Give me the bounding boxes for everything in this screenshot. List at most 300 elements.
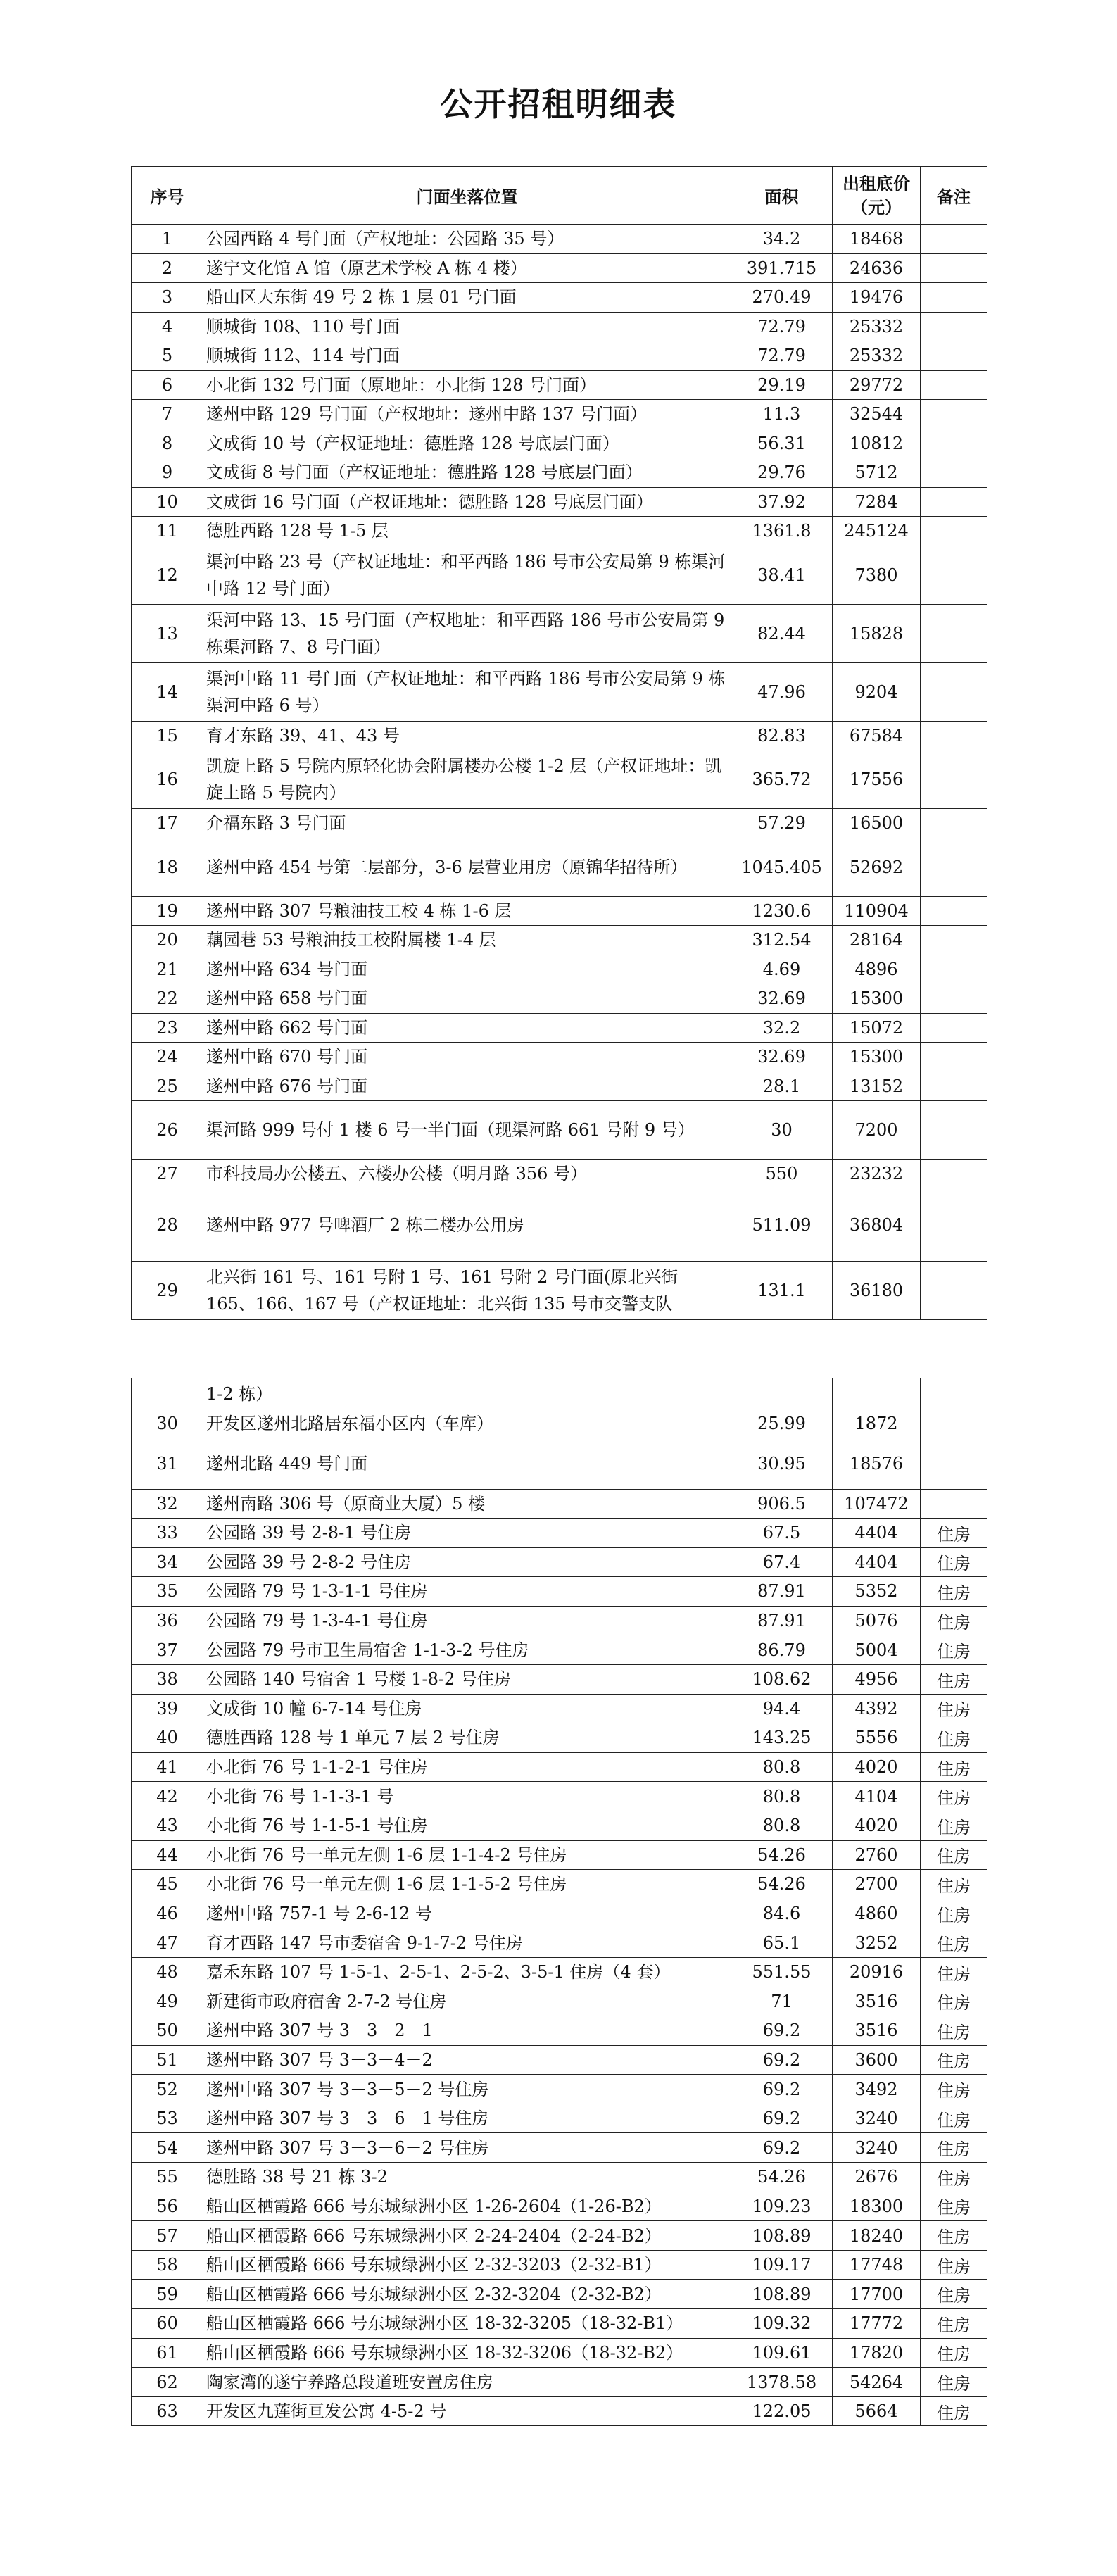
- row-price: 67584: [833, 721, 921, 750]
- row-area: 1361.8: [731, 517, 833, 546]
- table-row: [132, 1188, 987, 1262]
- row-note: 住房: [921, 1635, 987, 1665]
- table-row: [132, 1752, 987, 1782]
- row-price: 2700: [833, 1870, 921, 1899]
- row-number: 10: [132, 487, 203, 517]
- row-location: 新建街市政府宿舍 2-7-2 号住房: [203, 1987, 731, 2016]
- row-area: 56.31: [731, 429, 833, 458]
- row-number: 53: [132, 2104, 203, 2133]
- row-price: 4404: [833, 1519, 921, 1548]
- row-area: 37.92: [731, 487, 833, 517]
- table-row: [132, 604, 987, 662]
- row-area: 34.2: [731, 225, 833, 254]
- row-number: 2: [132, 253, 203, 283]
- row-number: 11: [132, 517, 203, 546]
- row-note: 住房: [921, 1606, 987, 1635]
- row-note: [921, 1490, 987, 1519]
- row-note: 住房: [921, 1840, 987, 1870]
- table-row: [132, 458, 987, 488]
- row-number: 60: [132, 2309, 203, 2339]
- row-number: 62: [132, 2368, 203, 2397]
- row-number: 23: [132, 1013, 203, 1043]
- row-number: 14: [132, 662, 203, 721]
- row-number: 59: [132, 2280, 203, 2309]
- row-note: 住房: [921, 1664, 987, 1694]
- row-number: 58: [132, 2250, 203, 2280]
- row-note: [921, 1188, 987, 1262]
- table-row: [132, 2338, 987, 2368]
- row-area: 32.69: [731, 984, 833, 1014]
- row-note: 住房: [921, 2045, 987, 2075]
- row-note: [921, 312, 987, 341]
- row-area: 25.99: [731, 1409, 833, 1438]
- row-note: [921, 1013, 987, 1043]
- row-location: 遂州中路 307 号粮油技工校 4 栋 1-6 层: [203, 896, 731, 926]
- row-number: 40: [132, 1723, 203, 1753]
- table-row: [132, 1928, 987, 1958]
- row-price: 20916: [833, 1957, 921, 1987]
- row-price: 36804: [833, 1188, 921, 1262]
- row-number: 46: [132, 1899, 203, 1928]
- row-note: [921, 1101, 987, 1160]
- row-area: 82.83: [731, 721, 833, 750]
- row-area: 29.76: [731, 458, 833, 488]
- row-location: 小北街 76 号 1-1-5-1 号住房: [203, 1811, 731, 1840]
- row-area: 122.05: [731, 2396, 833, 2426]
- row-area: 69.2: [731, 2133, 833, 2163]
- page-title: 公开招租明细表: [440, 85, 677, 123]
- table-row: [132, 253, 987, 283]
- row-location: 遂州中路 307 号 3－3－5－2 号住房: [203, 2075, 731, 2104]
- row-price: 28164: [833, 926, 921, 955]
- row-area: 84.6: [731, 1899, 833, 1928]
- row-area: 82.44: [731, 604, 833, 662]
- row-note: 住房: [921, 1870, 987, 1899]
- row-area: 54.26: [731, 1840, 833, 1870]
- row-number: 31: [132, 1438, 203, 1490]
- table-row: [132, 341, 987, 371]
- row-price: 5352: [833, 1577, 921, 1607]
- row-location: 公园路 140 号宿舍 1 号楼 1-8-2 号住房: [203, 1664, 731, 1694]
- row-number: 29: [132, 1262, 203, 1320]
- row-number: 35: [132, 1577, 203, 1607]
- row-price: 3252: [833, 1928, 921, 1958]
- table-row: [132, 1409, 987, 1438]
- row-location: 遂州中路 977 号啤酒厂 2 栋二楼办公用房: [203, 1188, 731, 1262]
- row-location: 文成街 10 号（产权证地址：德胜路 128 号底层门面）: [203, 429, 731, 458]
- row-area: 72.79: [731, 341, 833, 371]
- row-number: 16: [132, 750, 203, 809]
- table-row: [132, 429, 987, 458]
- table-row: [132, 1840, 987, 1870]
- table-row: [132, 896, 987, 926]
- table-row: [132, 1490, 987, 1519]
- table-row: [132, 1160, 987, 1188]
- row-number: 26: [132, 1101, 203, 1160]
- row-number: 54: [132, 2133, 203, 2163]
- row-price: 24636: [833, 253, 921, 283]
- table-row: [132, 2250, 987, 2280]
- row-note: [921, 370, 987, 400]
- row-area: 54.26: [731, 1870, 833, 1899]
- row-number: 21: [132, 955, 203, 984]
- row-location: 遂州南路 306 号（原商业大厦）5 楼: [203, 1490, 731, 1519]
- row-location: 船山区栖霞路 666 号东城绿洲小区 2-32-3203（2-32-B1）: [203, 2250, 731, 2280]
- row-number: 13: [132, 604, 203, 662]
- row-number: 41: [132, 1752, 203, 1782]
- row-price: 9204: [833, 662, 921, 721]
- row-note: [921, 1160, 987, 1188]
- table-row: [132, 1547, 987, 1577]
- row-area: 30: [731, 1101, 833, 1160]
- row-note: 住房: [921, 1928, 987, 1958]
- row-area: 365.72: [731, 750, 833, 809]
- row-note: [921, 517, 987, 546]
- row-location: 公园路 79 号 1-3-1-1 号住房: [203, 1577, 731, 1607]
- table-row: [132, 1664, 987, 1694]
- table-row: [132, 1101, 987, 1160]
- row-note: [921, 546, 987, 604]
- row-number: 25: [132, 1072, 203, 1101]
- table-row: [132, 1782, 987, 1811]
- row-number: 7: [132, 400, 203, 429]
- table-header-row: [132, 167, 987, 225]
- row-number: 38: [132, 1664, 203, 1694]
- table-row: [132, 2075, 987, 2104]
- table-row: [132, 1635, 987, 1665]
- row-note: [921, 458, 987, 488]
- row-note: [921, 838, 987, 896]
- row-price: 25332: [833, 341, 921, 371]
- row-number: 20: [132, 926, 203, 955]
- row-price: 7380: [833, 546, 921, 604]
- row-location: 德胜西路 128 号 1-5 层: [203, 517, 731, 546]
- row-location: 育才东路 39、41、43 号: [203, 721, 731, 750]
- row-area: 30.95: [731, 1438, 833, 1490]
- row-location: 顺城街 112、114 号门面: [203, 341, 731, 371]
- row-location: 遂州北路 449 号门面: [203, 1438, 731, 1490]
- row-note: 住房: [921, 2104, 987, 2133]
- row-area: 551.55: [731, 1957, 833, 1987]
- row-number: 17: [132, 809, 203, 838]
- row-note: [921, 926, 987, 955]
- row-location: 遂宁文化馆 A 馆（原艺术学校 A 栋 4 楼）: [203, 253, 731, 283]
- row-area: 109.32: [731, 2309, 833, 2339]
- row-note: 住房: [921, 2163, 987, 2192]
- row-location: 公园路 39 号 2-8-1 号住房: [203, 1519, 731, 1548]
- row-location: 船山区栖霞路 666 号东城绿洲小区 2-24-2404（2-24-B2）: [203, 2221, 731, 2251]
- table-row: [132, 1957, 987, 1987]
- table-row: [132, 487, 987, 517]
- row-price: [833, 1378, 921, 1409]
- row-price: 3492: [833, 2075, 921, 2104]
- row-number: [132, 1378, 203, 1409]
- row-note: 住房: [921, 1723, 987, 1753]
- row-location: 渠河中路 23 号（产权证地址：和平西路 186 号市公安局第 9 栋渠河中路 12 号门面）: [203, 546, 731, 604]
- row-location: 公园路 79 号 1-3-4-1 号住房: [203, 1606, 731, 1635]
- row-location: 遂州中路 757-1 号 2-6-12 号: [203, 1899, 731, 1928]
- row-area: 108.89: [731, 2280, 833, 2309]
- table-row: [132, 312, 987, 341]
- row-location: 市科技局办公楼五、六楼办公楼（明月路 356 号）: [203, 1160, 731, 1188]
- row-location: 船山区栖霞路 666 号东城绿洲小区 18-32-3205（18-32-B1）: [203, 2309, 731, 2339]
- table-row: [132, 1072, 987, 1101]
- row-price: 15828: [833, 604, 921, 662]
- row-note: 住房: [921, 1694, 987, 1723]
- rent-table-part-1: [131, 166, 987, 1320]
- row-price: 4104: [833, 1782, 921, 1811]
- table-row: [132, 370, 987, 400]
- row-number: 44: [132, 1840, 203, 1870]
- row-number: 48: [132, 1957, 203, 1987]
- row-location: 小北街 76 号一单元左侧 1-6 层 1-1-4-2 号住房: [203, 1840, 731, 1870]
- row-location: 公园路 79 号市卫生局宿舍 1-1-3-2 号住房: [203, 1635, 731, 1665]
- row-area: 38.41: [731, 546, 833, 604]
- row-note: [921, 1378, 987, 1409]
- row-note: 住房: [921, 2192, 987, 2221]
- row-location: 德胜西路 128 号 1 单元 7 层 2 号住房: [203, 1723, 731, 1753]
- row-area: 1045.405: [731, 838, 833, 896]
- header-price: [833, 167, 921, 225]
- row-location: 遂州中路 658 号门面: [203, 984, 731, 1014]
- row-number: 4: [132, 312, 203, 341]
- row-number: 6: [132, 370, 203, 400]
- row-area: 94.4: [731, 1694, 833, 1723]
- row-area: 65.1: [731, 1928, 833, 1958]
- row-location: 公园西路 4 号门面（产权地址：公园路 35 号）: [203, 225, 731, 254]
- row-area: 54.26: [731, 2163, 833, 2192]
- row-location: 小北街 76 号 1-1-3-1 号: [203, 1782, 731, 1811]
- row-number: 24: [132, 1043, 203, 1072]
- row-price: 15072: [833, 1013, 921, 1043]
- row-area: 69.2: [731, 2045, 833, 2075]
- row-number: 18: [132, 838, 203, 896]
- row-price: 5076: [833, 1606, 921, 1635]
- row-price: 3600: [833, 2045, 921, 2075]
- row-price: 4404: [833, 1547, 921, 1577]
- row-location: 遂州中路 662 号门面: [203, 1013, 731, 1043]
- row-location: 文成街 8 号门面（产权证地址：德胜路 128 号底层门面）: [203, 458, 731, 488]
- row-price: 32544: [833, 400, 921, 429]
- row-location: 遂州中路 670 号门面: [203, 1043, 731, 1072]
- row-area: 312.54: [731, 926, 833, 955]
- row-number: 55: [132, 2163, 203, 2192]
- table-row: [132, 546, 987, 604]
- row-note: 住房: [921, 1782, 987, 1811]
- table-row: [132, 984, 987, 1014]
- row-note: [921, 750, 987, 809]
- table-row: [132, 2221, 987, 2251]
- row-location: 船山区栖霞路 666 号东城绿洲小区 2-32-3204（2-32-B2）: [203, 2280, 731, 2309]
- row-price: 2760: [833, 1840, 921, 1870]
- row-location: 遂州中路 676 号门面: [203, 1072, 731, 1101]
- table-row: [132, 1519, 987, 1548]
- table-row: [132, 1987, 987, 2016]
- row-price: 2676: [833, 2163, 921, 2192]
- row-price: 5712: [833, 458, 921, 488]
- row-area: 131.1: [731, 1262, 833, 1320]
- row-number: 12: [132, 546, 203, 604]
- row-location: 公园路 39 号 2-8-2 号住房: [203, 1547, 731, 1577]
- table-row: [132, 1378, 987, 1409]
- header-location: 门面坐落位置: [203, 167, 731, 225]
- row-area: 109.17: [731, 2250, 833, 2280]
- table-row: [132, 809, 987, 838]
- row-area: 32.69: [731, 1043, 833, 1072]
- row-area: 71: [731, 1987, 833, 2016]
- table-row: [132, 1694, 987, 1723]
- row-number: 57: [132, 2221, 203, 2251]
- row-price: 245124: [833, 517, 921, 546]
- table-row: [132, 2396, 987, 2426]
- table-row: [132, 662, 987, 721]
- header-price-line2: （元）: [851, 197, 902, 218]
- row-number: 32: [132, 1490, 203, 1519]
- row-area: 108.62: [731, 1664, 833, 1694]
- row-area: 511.09: [731, 1188, 833, 1262]
- row-location: 顺城街 108、110 号门面: [203, 312, 731, 341]
- row-note: 住房: [921, 2133, 987, 2163]
- row-price: 5004: [833, 1635, 921, 1665]
- row-number: 5: [132, 341, 203, 371]
- table-row: [132, 838, 987, 896]
- table-row: [132, 2309, 987, 2339]
- row-price: 18240: [833, 2221, 921, 2251]
- table-row: [132, 926, 987, 955]
- row-number: 27: [132, 1160, 203, 1188]
- row-location: 船山区大东街 49 号 2 栋 1 层 01 号门面: [203, 283, 731, 313]
- row-note: [921, 604, 987, 662]
- row-area: 1230.6: [731, 896, 833, 926]
- row-area: 72.79: [731, 312, 833, 341]
- row-price: 17556: [833, 750, 921, 809]
- row-area: 270.49: [731, 283, 833, 313]
- row-note: [921, 400, 987, 429]
- row-number: 49: [132, 1987, 203, 2016]
- row-price: 17772: [833, 2309, 921, 2339]
- row-area: 108.89: [731, 2221, 833, 2251]
- row-location: 渠河中路 13、15 号门面（产权地址：和平西路 186 号市公安局第 9 栋渠河路 7、8 号门面）: [203, 604, 731, 662]
- row-location: 开发区九莲街亘发公寓 4-5-2 号: [203, 2396, 731, 2426]
- row-price: 17700: [833, 2280, 921, 2309]
- row-price: 13152: [833, 1072, 921, 1101]
- row-price: 17748: [833, 2250, 921, 2280]
- row-number: 39: [132, 1694, 203, 1723]
- row-location: 北兴街 161 号、161 号附 1 号、161 号附 2 号门面(原北兴街 165、166、167 号（产权证地址：北兴街 135 号市交警支队: [203, 1262, 731, 1320]
- table-row: [132, 750, 987, 809]
- row-area: 28.1: [731, 1072, 833, 1101]
- row-location: 凯旋上路 5 号院内原轻化协会附属楼办公楼 1-2 层（产权证地址：凯旋上路 5 号院内）: [203, 750, 731, 809]
- row-note: [921, 809, 987, 838]
- table-row: [132, 1013, 987, 1043]
- table-row: [132, 721, 987, 750]
- row-price: 3516: [833, 2016, 921, 2046]
- row-location: 育才西路 147 号市委宿舍 9-1-7-2 号住房: [203, 1928, 731, 1958]
- row-note: [921, 1262, 987, 1320]
- row-area: 11.3: [731, 400, 833, 429]
- row-price: 19476: [833, 283, 921, 313]
- table-row: [132, 2280, 987, 2309]
- row-note: [921, 721, 987, 750]
- row-price: 107472: [833, 1490, 921, 1519]
- table-row: [132, 1577, 987, 1607]
- row-area: [731, 1378, 833, 1409]
- row-number: 52: [132, 2075, 203, 2104]
- row-number: 3: [132, 283, 203, 313]
- row-price: 25332: [833, 312, 921, 341]
- row-location: 小北街 76 号 1-1-2-1 号住房: [203, 1752, 731, 1782]
- header-no: 序号: [132, 167, 203, 225]
- row-location: 1-2 栋）: [203, 1378, 731, 1409]
- row-number: 19: [132, 896, 203, 926]
- row-number: 47: [132, 1928, 203, 1958]
- row-price: 10812: [833, 429, 921, 458]
- row-price: 18300: [833, 2192, 921, 2221]
- row-note: 住房: [921, 2368, 987, 2397]
- row-area: 57.29: [731, 809, 833, 838]
- row-location: 德胜路 38 号 21 栋 3-2: [203, 2163, 731, 2192]
- row-number: 61: [132, 2338, 203, 2368]
- row-number: 22: [132, 984, 203, 1014]
- row-note: 住房: [921, 1899, 987, 1928]
- row-price: 4020: [833, 1752, 921, 1782]
- row-note: [921, 1072, 987, 1101]
- row-area: 391.715: [731, 253, 833, 283]
- row-number: 15: [132, 721, 203, 750]
- row-price: 7200: [833, 1101, 921, 1160]
- table-row: [132, 2133, 987, 2163]
- row-area: 87.91: [731, 1577, 833, 1607]
- row-area: 47.96: [731, 662, 833, 721]
- row-number: 63: [132, 2396, 203, 2426]
- row-price: 3516: [833, 1987, 921, 2016]
- row-location: 嘉禾东路 107 号 1-5-1、2-5-1、2-5-2、3-5-1 住房（4 套）: [203, 1957, 731, 1987]
- row-note: [921, 225, 987, 254]
- row-price: 3240: [833, 2104, 921, 2133]
- row-area: 80.8: [731, 1752, 833, 1782]
- row-number: 51: [132, 2045, 203, 2075]
- row-note: 住房: [921, 1957, 987, 1987]
- row-area: 67.5: [731, 1519, 833, 1548]
- row-number: 30: [132, 1409, 203, 1438]
- table-row: [132, 1606, 987, 1635]
- row-area: 80.8: [731, 1782, 833, 1811]
- row-price: 23232: [833, 1160, 921, 1188]
- row-price: 16500: [833, 809, 921, 838]
- table-row: [132, 1438, 987, 1490]
- row-location: 文成街 16 号门面（产权证地址：德胜路 128 号底层门面）: [203, 487, 731, 517]
- table-row: [132, 225, 987, 254]
- row-price: 4392: [833, 1694, 921, 1723]
- row-note: [921, 896, 987, 926]
- row-area: 69.2: [731, 2075, 833, 2104]
- table-row: [132, 1899, 987, 1928]
- row-number: 9: [132, 458, 203, 488]
- row-note: 住房: [921, 2338, 987, 2368]
- table-row: [132, 283, 987, 313]
- row-note: 住房: [921, 1577, 987, 1607]
- table-row: [132, 517, 987, 546]
- row-note: [921, 955, 987, 984]
- table-row: [132, 1811, 987, 1840]
- row-price: 52692: [833, 838, 921, 896]
- row-price: 54264: [833, 2368, 921, 2397]
- row-note: 住房: [921, 1547, 987, 1577]
- row-note: 住房: [921, 1811, 987, 1840]
- row-number: 34: [132, 1547, 203, 1577]
- table-row: [132, 1723, 987, 1753]
- row-note: [921, 253, 987, 283]
